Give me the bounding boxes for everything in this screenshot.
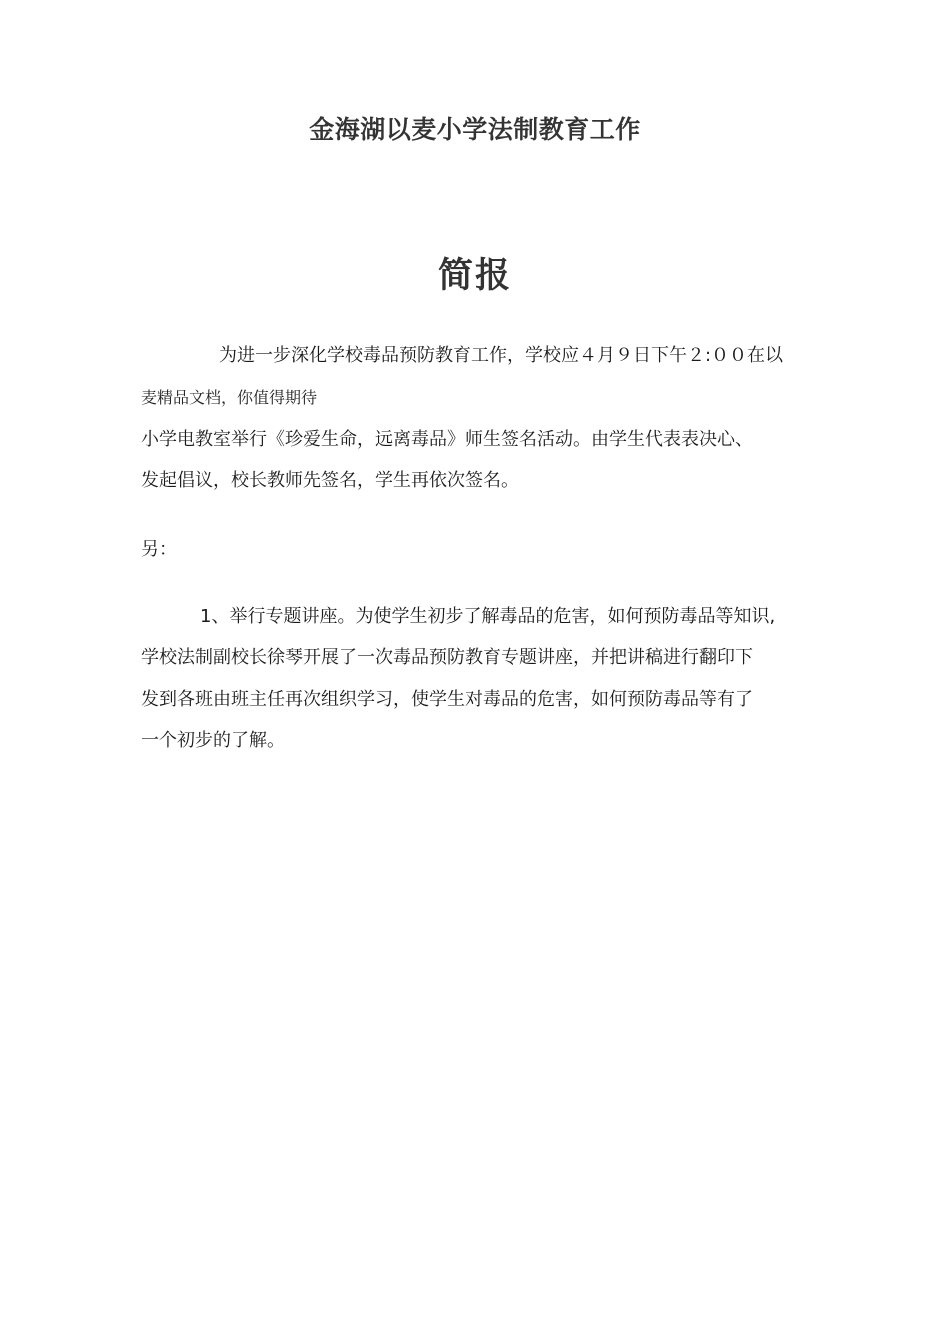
document-subtitle: 简报 xyxy=(437,256,512,296)
document-title: 金海湖以麦小学法制教育工作 xyxy=(309,115,641,144)
paragraph2-line3: 发到各班由班主任再次组织学习，使学生对毒品的危害，如何预防毒品等有了 xyxy=(141,689,753,710)
paragraph1-line3: 发起倡议，校长教师先签名，学生再依次签名。 xyxy=(141,470,519,491)
paragraph2-line4: 一个初步的了解。 xyxy=(141,730,285,751)
paragraph1-line2: 小学电教室举行《珍爱生命，远离毒品》师生签名活动。由学生代表表决心、 xyxy=(141,429,753,450)
other-label: 另： xyxy=(141,539,177,560)
watermark-text: 麦精品文档，你值得期待 xyxy=(141,388,318,407)
paragraph2-line1: 1、举行专题讲座。为使学生初步了解毒品的危害，如何预防毒品等知识, xyxy=(200,606,776,627)
paragraph2-line2: 学校法制副校长徐琴开展了一次毒品预防教育专题讲座，并把讲稿进行翻印下 xyxy=(141,647,753,668)
paragraph1-line1: 为进一步深化学校毒品预防教育工作，学校应４月９日下午２:００在以 xyxy=(219,345,784,366)
